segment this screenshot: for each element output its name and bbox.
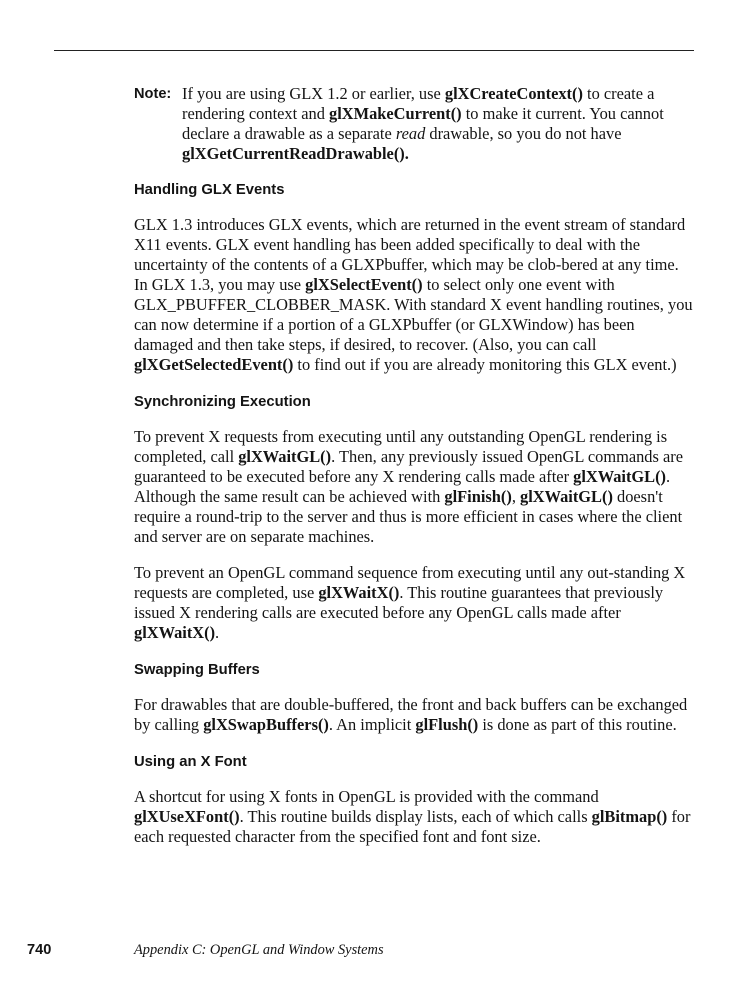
paragraph bbox=[134, 215, 694, 375]
text: is done as part of this routine. bbox=[478, 715, 677, 734]
text: To prevent an OpenGL command sequence from executing until any out-standing X requests are completed, use bbox=[134, 563, 686, 602]
function-name: glXSwapBuffers() bbox=[203, 715, 329, 734]
note-label: Note: bbox=[134, 86, 172, 102]
text: . Although the same result can be achieved with bbox=[134, 467, 671, 506]
section-heading-synchronizing-execution: Synchronizing Execution bbox=[134, 394, 311, 410]
page-body bbox=[134, 84, 694, 863]
function-name: glBitmap() bbox=[591, 807, 668, 826]
function-name: glXWaitGL() bbox=[573, 467, 667, 486]
text: . bbox=[215, 623, 220, 642]
text: to find out if you are already monitoring this GLX event.) bbox=[293, 355, 677, 374]
function-name: glFlush() bbox=[415, 715, 479, 734]
note-text: to create a rendering context and bbox=[182, 84, 655, 123]
header-rule bbox=[54, 50, 694, 51]
note-text: drawable, so you do not have bbox=[425, 124, 622, 143]
text: GLX 1.3 introduces GLX events, which are returned in the event stream of standard X11 events. GLX event handling has been added specifically to deal with the uncertainty of the contents of a GLXPbuffer, which may be clob-bered at any time. In GLX 1.3, you may use bbox=[134, 215, 686, 294]
function-name: glXGetSelectedEvent() bbox=[134, 355, 294, 374]
paragraph bbox=[134, 427, 694, 547]
paragraph bbox=[134, 563, 694, 643]
section-heading-using-an-x-font: Using an X Font bbox=[134, 754, 247, 770]
paragraph bbox=[134, 695, 694, 735]
function-name: glXWaitGL() bbox=[238, 447, 332, 466]
function-name: glFinish() bbox=[444, 487, 512, 506]
text: . An implicit bbox=[328, 715, 416, 734]
emphasis: read bbox=[395, 124, 426, 143]
text: . This routine guarantees that previously issued X rendering calls are executed before any OpenGL calls made after bbox=[134, 583, 664, 622]
paragraph bbox=[134, 787, 694, 847]
function-name: glXUseXFont() bbox=[134, 807, 240, 826]
page-number: 740 bbox=[27, 942, 52, 958]
text: . Then, any previously issued OpenGL commands are guaranteed to be executed before any X rendering calls made after bbox=[134, 447, 683, 486]
note-block bbox=[134, 84, 694, 164]
note-text: to make it current. You cannot declare a drawable as a separate bbox=[182, 104, 664, 143]
function-name: glXMakeCurrent() bbox=[329, 104, 462, 123]
text: , bbox=[511, 487, 521, 506]
function-name: glXSelectEvent() bbox=[305, 275, 423, 294]
function-name: glXWaitGL() bbox=[520, 487, 613, 506]
section-heading-handling-glx-events: Handling GLX Events bbox=[134, 182, 285, 198]
text: . This routine builds display lists, each of which calls bbox=[239, 807, 592, 826]
function-name: glXGetCurrentReadDrawable(). bbox=[182, 144, 409, 163]
running-footer-title: Appendix C: OpenGL and Window Systems bbox=[134, 942, 384, 958]
function-name: glXCreateContext() bbox=[444, 84, 583, 103]
function-name: glXWaitX() bbox=[318, 583, 400, 602]
text: doesn't require a round-trip to the server and thus is more efficient in cases where the client and server are on separate machines. bbox=[134, 487, 683, 546]
text: for each requested character from the specified font and font size. bbox=[134, 807, 691, 846]
page-footer bbox=[27, 942, 687, 962]
text: To prevent X requests from executing until any outstanding OpenGL rendering is completed, call bbox=[134, 427, 668, 466]
section-heading-swapping-buffers: Swapping Buffers bbox=[134, 662, 260, 678]
text: For drawables that are double-buffered, the front and back buffers can be exchanged by calling bbox=[134, 695, 688, 734]
function-name: glXWaitX() bbox=[134, 623, 216, 642]
note-text: If you are using GLX 1.2 or earlier, use bbox=[182, 84, 445, 103]
text: to select only one event with GLX_PBUFFER_CLOBBER_MASK. With standard X event handling routines, you can now determine if a portion of a GLXPbuffer (or GLXWindow) has been damaged and then take steps, if desired, to recover. (Also, you can call bbox=[134, 275, 693, 354]
text: A shortcut for using X fonts in OpenGL is provided with the command bbox=[134, 787, 599, 806]
